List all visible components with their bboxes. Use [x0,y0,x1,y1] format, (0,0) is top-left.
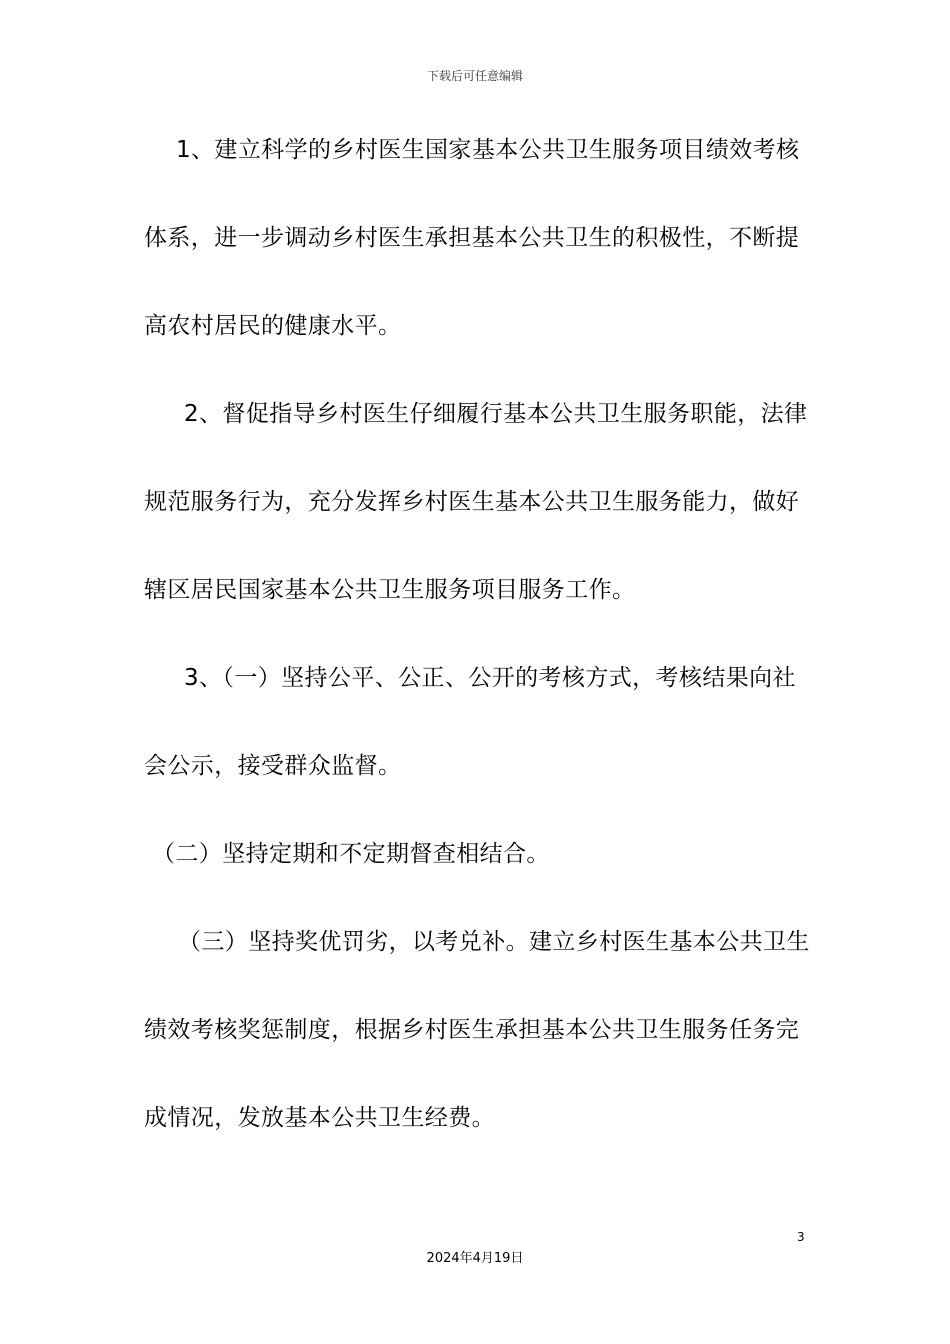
footer-date: 2024年4月19日 [426,1251,524,1266]
paragraph-2-line-2: 规范服务行为，充分发挥乡村医生基本公共卫生服务能力，做好 [144,489,800,515]
paragraph-5-line-2: 绩效考核奖惩制度，根据乡村医生承担基本公共卫生服务任务完 [144,1017,800,1043]
paragraph-3-line-2: 会公示，接受群众监督。 [144,753,402,779]
paragraph-3-line-1: 3、（一）坚持公平、公正、公开的考核方式，考核结果向社 [184,665,796,691]
paragraph-1-line-2: 体系，进一步调动乡村医生承担基本公共卫生的积极性，不断提 [144,225,800,251]
paragraph-5-line-3: 成情况，发放基本公共卫生经费。 [144,1105,495,1131]
paragraph-5-line-1: （三）坚持奖优罚劣，以考兑补。建立乡村医生基本公共卫生 [178,929,810,955]
page-number: 3 [797,1230,805,1244]
paragraph-2-line-1: 2、督促指导乡村医生仔细履行基本公共卫生服务职能，法律 [184,401,808,427]
header-note: 下载后可任意编辑 [426,69,523,83]
paragraph-4-line-1: （二）坚持定期和不定期督查相结合。 [152,841,550,867]
paragraph-1-line-1: 1、建立科学的乡村医生国家基本公共卫生服务项目绩效考核 [176,137,800,163]
paragraph-1-line-3: 高农村居民的健康水平。 [144,313,402,339]
paragraph-2-line-3: 辖区居民国家基本公共卫生服务项目服务工作。 [144,577,636,603]
